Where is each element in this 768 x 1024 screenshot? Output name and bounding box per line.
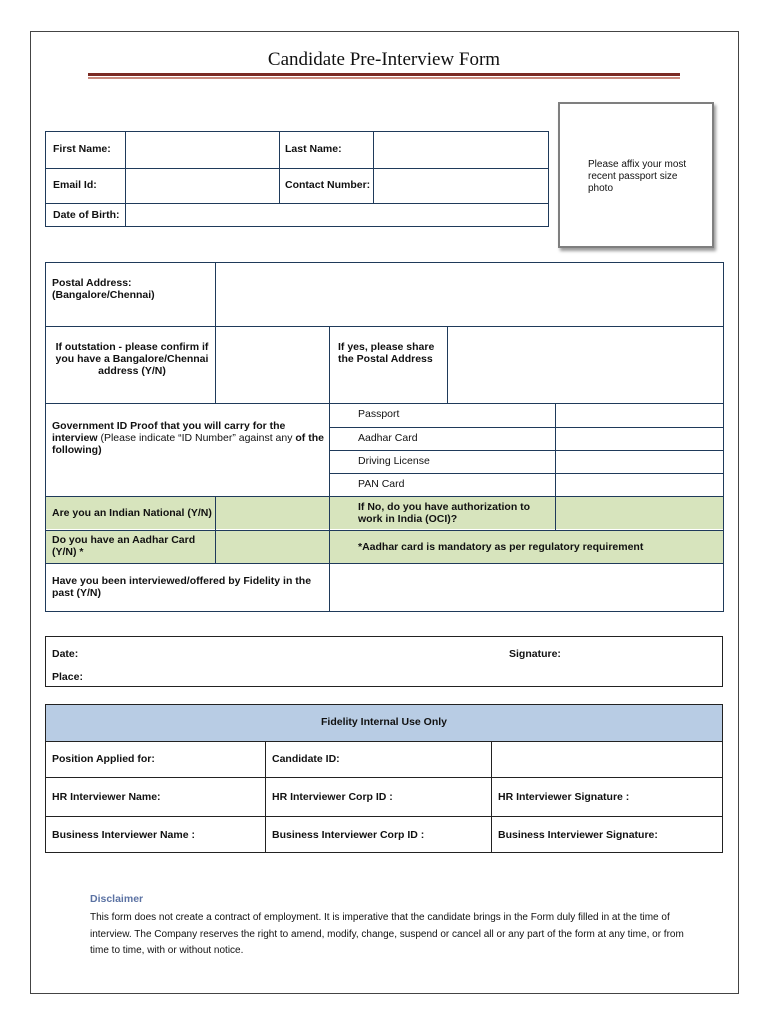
business-interviewer-signature-label: Business Interviewer Signature: xyxy=(498,829,658,841)
authorization-answer-field[interactable] xyxy=(556,497,723,530)
signature-section xyxy=(45,636,723,687)
interviewed-before-answer-field[interactable] xyxy=(330,564,723,611)
photo-placeholder xyxy=(558,102,714,248)
passport-number-field[interactable] xyxy=(556,404,723,427)
if-yes-label: If yes, please share the Postal Address xyxy=(338,341,435,366)
disclaimer-text: This form does not create a contract of employment. It is imperative that the candidate brings in the Form duly filled in at the time of interview. The Company reserves the right to amend, modify, change, suspend or cancel all or any part of the form at any time, or from time to time, with or without notice. xyxy=(90,912,684,956)
dob-field[interactable] xyxy=(126,204,548,226)
aadhar-number-field[interactable] xyxy=(556,428,723,450)
first-name-field[interactable] xyxy=(126,132,279,168)
postal-address-label: Postal Address: (Bangalore/Chennai) xyxy=(52,277,155,302)
hr-interviewer-name-label: HR Interviewer Name: xyxy=(52,791,161,803)
aadhar-answer-field[interactable] xyxy=(216,531,329,563)
outstation-answer-field[interactable] xyxy=(216,327,329,403)
outstation-question: If outstation - please confirm if you have a Bangalore/Chennai address (Y/N) xyxy=(55,341,209,378)
business-interviewer-corp-id-label: Business Interviewer Corp ID : xyxy=(272,829,425,841)
postal-address-field[interactable] xyxy=(216,263,723,326)
id-option-passport: Passport xyxy=(358,408,400,420)
email-field[interactable] xyxy=(126,169,279,203)
disclaimer-heading: Disclaimer xyxy=(90,893,144,905)
id-option-driving-license: Driving License xyxy=(358,455,430,467)
dob-label: Date of Birth: xyxy=(53,209,120,221)
signature-label: Signature: xyxy=(509,648,561,660)
aadhar-question: Do you have an Aadhar Card (Y/N) * xyxy=(52,534,196,559)
pan-card-number-field[interactable] xyxy=(556,474,723,496)
aadhar-mandatory-note: *Aadhar card is mandatory as per regulatory requirement xyxy=(358,541,644,553)
govt-id-label: Government ID Proof that you will carry for the interview (Please indicate “ID Number” against any of the following) xyxy=(52,420,324,457)
place-field[interactable] xyxy=(86,664,486,684)
hr-interviewer-signature-label: HR Interviewer Signature : xyxy=(498,791,630,803)
interviewed-before-question: Have you been interviewed/offered by Fidelity in the past (Y/N) xyxy=(52,575,312,600)
date-field[interactable] xyxy=(86,641,486,661)
internal-use-title: Fidelity Internal Use Only xyxy=(320,716,448,728)
contact-number-label: Contact Number: xyxy=(285,179,371,191)
id-option-aadhar: Aadhar Card xyxy=(358,432,418,444)
place-label: Place: xyxy=(52,671,83,683)
details-table xyxy=(45,262,724,612)
photo-instruction: Please affix your most recent passport size photo xyxy=(588,159,687,194)
candidate-id-label: Candidate ID: xyxy=(272,753,340,765)
personal-details-table xyxy=(45,131,549,227)
indian-national-question: Are you an Indian National (Y/N) xyxy=(52,507,212,519)
authorization-question: If No, do you have authorization to work in India (OCI)? xyxy=(358,501,531,526)
position-applied-label: Position Applied for: xyxy=(52,753,155,765)
contact-number-field[interactable] xyxy=(374,169,548,203)
hr-interviewer-corp-id-label: HR Interviewer Corp ID : xyxy=(272,791,393,803)
last-name-label: Last Name: xyxy=(285,143,342,155)
last-name-field[interactable] xyxy=(374,132,548,168)
signature-field[interactable] xyxy=(566,641,716,681)
driving-license-number-field[interactable] xyxy=(556,451,723,473)
business-interviewer-name-label: Business Interviewer Name : xyxy=(52,829,195,841)
form-title: Candidate Pre-Interview Form xyxy=(267,49,501,70)
date-label: Date: xyxy=(52,648,79,660)
title-underline xyxy=(88,73,680,79)
id-option-pan-card: PAN Card xyxy=(358,478,405,490)
internal-use-table xyxy=(45,704,723,853)
outstation-postal-address-field[interactable] xyxy=(448,327,723,403)
email-label: Email Id: xyxy=(53,179,97,191)
candidate-id-field[interactable] xyxy=(492,742,722,777)
indian-national-answer-field[interactable] xyxy=(216,497,329,530)
first-name-label: First Name: xyxy=(53,143,111,155)
